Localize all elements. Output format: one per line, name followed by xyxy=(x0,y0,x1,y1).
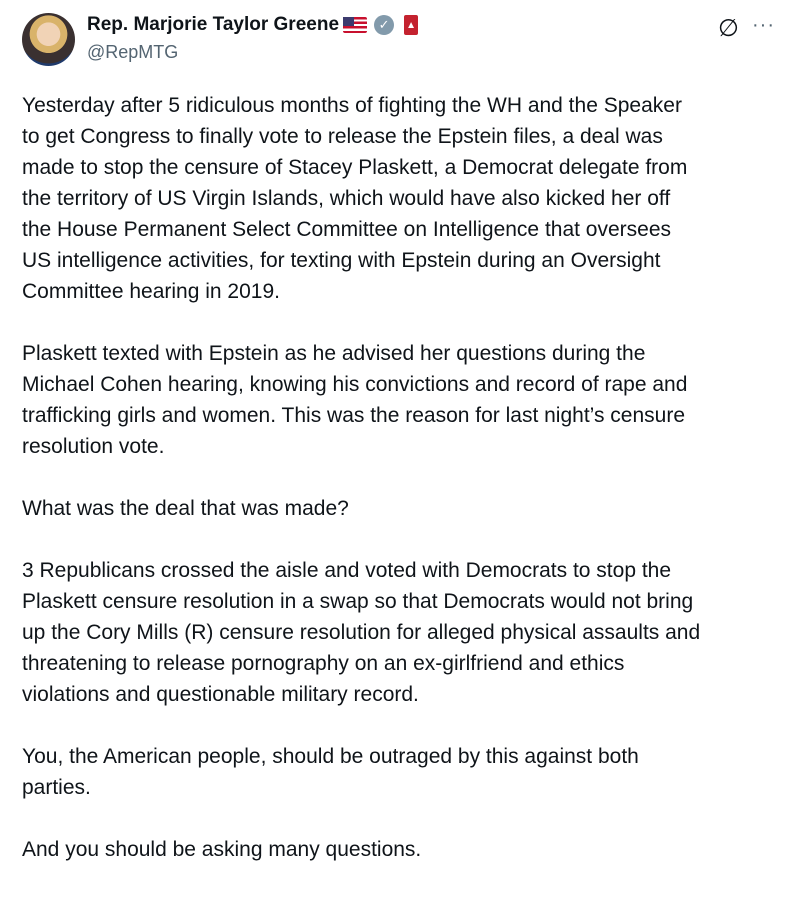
post-line: parties. xyxy=(22,776,91,799)
post-line: Michael Cohen hearing, knowing his convictions and record of rape and xyxy=(22,373,688,396)
post-line: Committee hearing in 2019. xyxy=(22,280,280,303)
post-line: Yesterday after 5 ridiculous months of fighting the WH and the Speaker xyxy=(22,94,682,117)
post-paragraph xyxy=(22,741,700,803)
post-paragraph xyxy=(22,338,700,462)
post-line: You, the American people, should be outraged by this against both xyxy=(22,745,639,768)
us-flag-icon xyxy=(343,17,367,33)
post-line: the territory of US Virgin Islands, which would have also kicked her off xyxy=(22,187,671,210)
post-line: And you should be asking many questions. xyxy=(22,838,422,861)
post-line: made to stop the censure of Stacey Plaskett, a Democrat delegate from xyxy=(22,156,688,179)
post-paragraph xyxy=(22,555,700,710)
post-paragraph xyxy=(22,834,700,865)
more-icon[interactable]: ··· xyxy=(752,14,775,36)
author-name-row xyxy=(87,14,418,36)
post-line: the House Permanent Select Committee on Intelligence that oversees xyxy=(22,218,672,241)
verified-badge-icon[interactable]: ✓ xyxy=(374,15,394,35)
post-line: to get Congress to finally vote to release the Epstein files, a deal was xyxy=(22,125,663,148)
post-text xyxy=(22,90,700,896)
post-line: US intelligence activities, for texting with Epstein during an Oversight xyxy=(22,249,661,272)
post-line: 3 Republicans crossed the aisle and voted with Democrats to stop the xyxy=(22,559,672,582)
post-line: trafficking girls and women. This was the reason for last night’s censure xyxy=(22,404,685,427)
us-capitol-badge-icon[interactable]: ▲ xyxy=(404,15,418,35)
author-handle[interactable]: @RepMTG xyxy=(87,42,179,62)
post-line: Plaskett censure resolution in a swap so that Democrats would not bring xyxy=(22,590,694,613)
post-line: violations and questionable military record. xyxy=(22,683,419,706)
author-name[interactable]: Rep. Marjorie Taylor Greene xyxy=(87,14,340,35)
post-line: up the Cory Mills (R) censure resolution for alleged physical assaults and xyxy=(22,621,701,644)
grok-icon[interactable]: ∅ xyxy=(718,15,739,42)
post-paragraph xyxy=(22,493,700,524)
post-line: What was the deal that was made? xyxy=(22,497,349,520)
post-line: resolution vote. xyxy=(22,435,165,458)
post-paragraph xyxy=(22,90,700,307)
avatar[interactable] xyxy=(22,13,75,66)
post-line: Plaskett texted with Epstein as he advised her questions during the xyxy=(22,342,646,365)
post-line: threatening to release pornography on an ex-girlfriend and ethics xyxy=(22,652,625,675)
